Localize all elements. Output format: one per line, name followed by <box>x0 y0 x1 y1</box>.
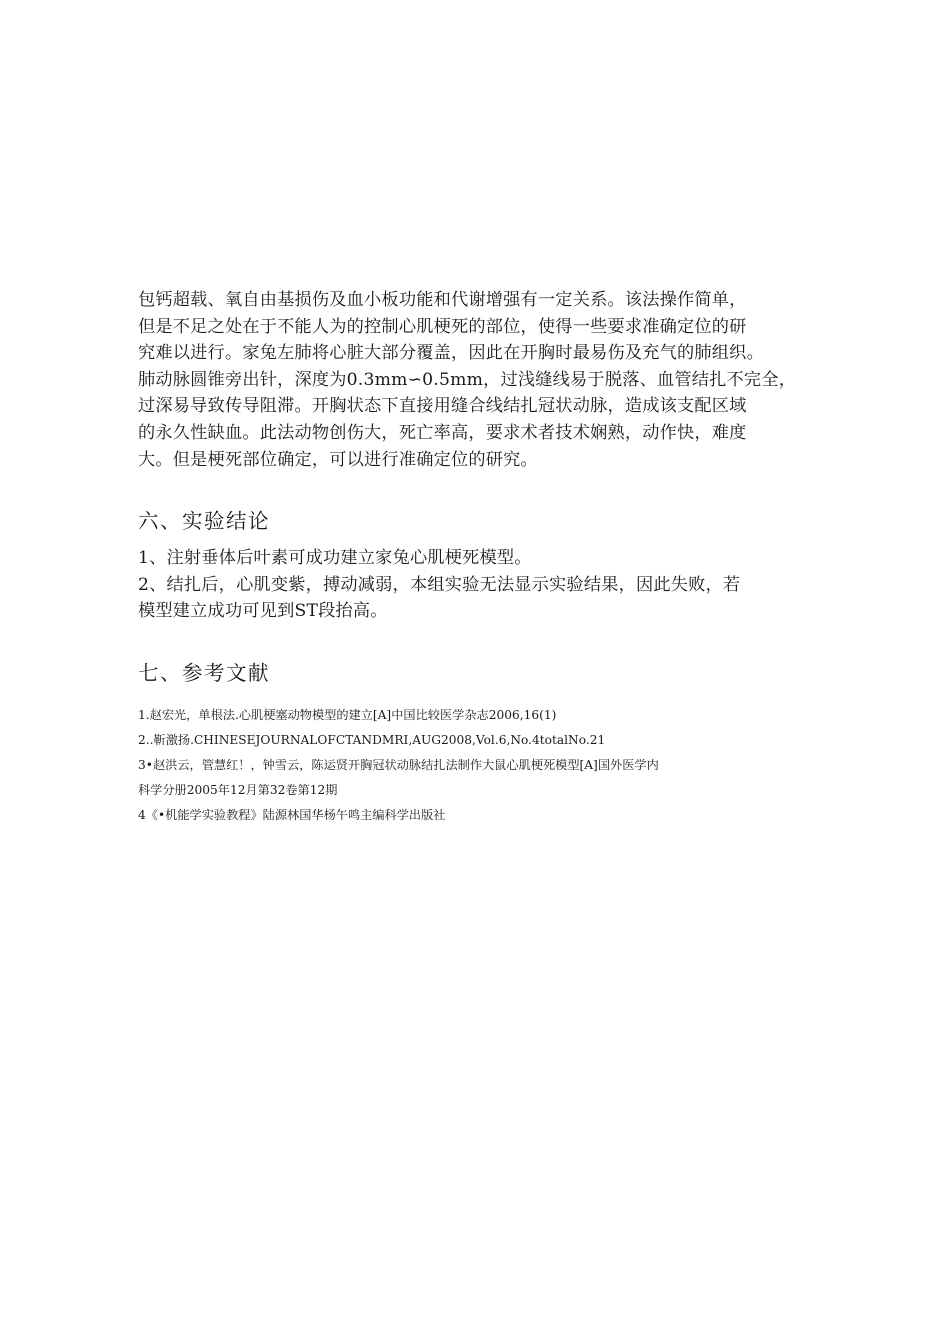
text-line: 大。但是梗死部位确定，可以进行准确定位的研究。 <box>138 449 538 470</box>
reference-item: 1.赵宏光，单根法.心肌梗塞动物模型的建立[A]中国比较医学杂志2006,16(1) <box>138 707 557 722</box>
text-line: 肺动脉圆锥旁出针，深度为0.3mm∽0.5mm，过浅缝线易于脱落、血管结扎不完全， <box>138 369 797 390</box>
text-line: 究难以进行。家兔左肺将心脏大部分覆盖，因此在开胸时最易伤及充气的肺组织。 <box>138 343 764 364</box>
reference-list <box>138 703 828 828</box>
reference-item: 3•赵洪云，管慧红！，钟雪云，陈运贤开胸冠状动脉结扎法制作大鼠心肌梗死模型[A]国外医学内 <box>138 757 659 772</box>
reference-item: 2..靳激扬.CHINESEJOURNALOFCTANDMRI,AUG2008,Vol.6,No.4totalNo.21 <box>138 732 606 747</box>
reference-item: 4《•机能学实验教程》陆源林国华杨午鸣主编科学出版社 <box>138 807 446 822</box>
text-line: 包钙超载、氧自由基损伤及血小板功能和代谢增强有一定关系。该法操作简单， <box>138 290 747 310</box>
section-heading-conclusion: 六、实验结论 <box>138 509 270 534</box>
discussion-paragraph <box>138 287 828 473</box>
text-line: 的永久性缺血。此法动物创伤大，死亡率高，要求术者技术娴熟，动作快，难度 <box>138 422 747 443</box>
conclusion-item: 2、结扎后，心肌变紫，搏动减弱，本组实验无法显示实验结果，因此失败，若 <box>138 574 741 595</box>
conclusion-item-continuation: 模型建立成功可见到ST段抬高。 <box>138 601 388 622</box>
section-heading-references: 七、参考文献 <box>138 660 270 685</box>
text-line: 过深易导致传导阻滞。开胸状态下直接用缝合线结扎冠状动脉，造成该支配区域 <box>138 396 747 417</box>
page-content <box>138 287 828 828</box>
conclusion-item: 1、注射垂体后叶素可成功建立家兔心肌梗死模型。 <box>138 548 532 569</box>
text-line: 但是不足之处在于不能人为的控制心肌梗死的部位，使得一些要求准确定位的研 <box>138 316 747 337</box>
conclusion-paragraph <box>138 545 828 625</box>
reference-item-continuation: 科学分册2005年12月第32卷第12期 <box>138 782 338 797</box>
